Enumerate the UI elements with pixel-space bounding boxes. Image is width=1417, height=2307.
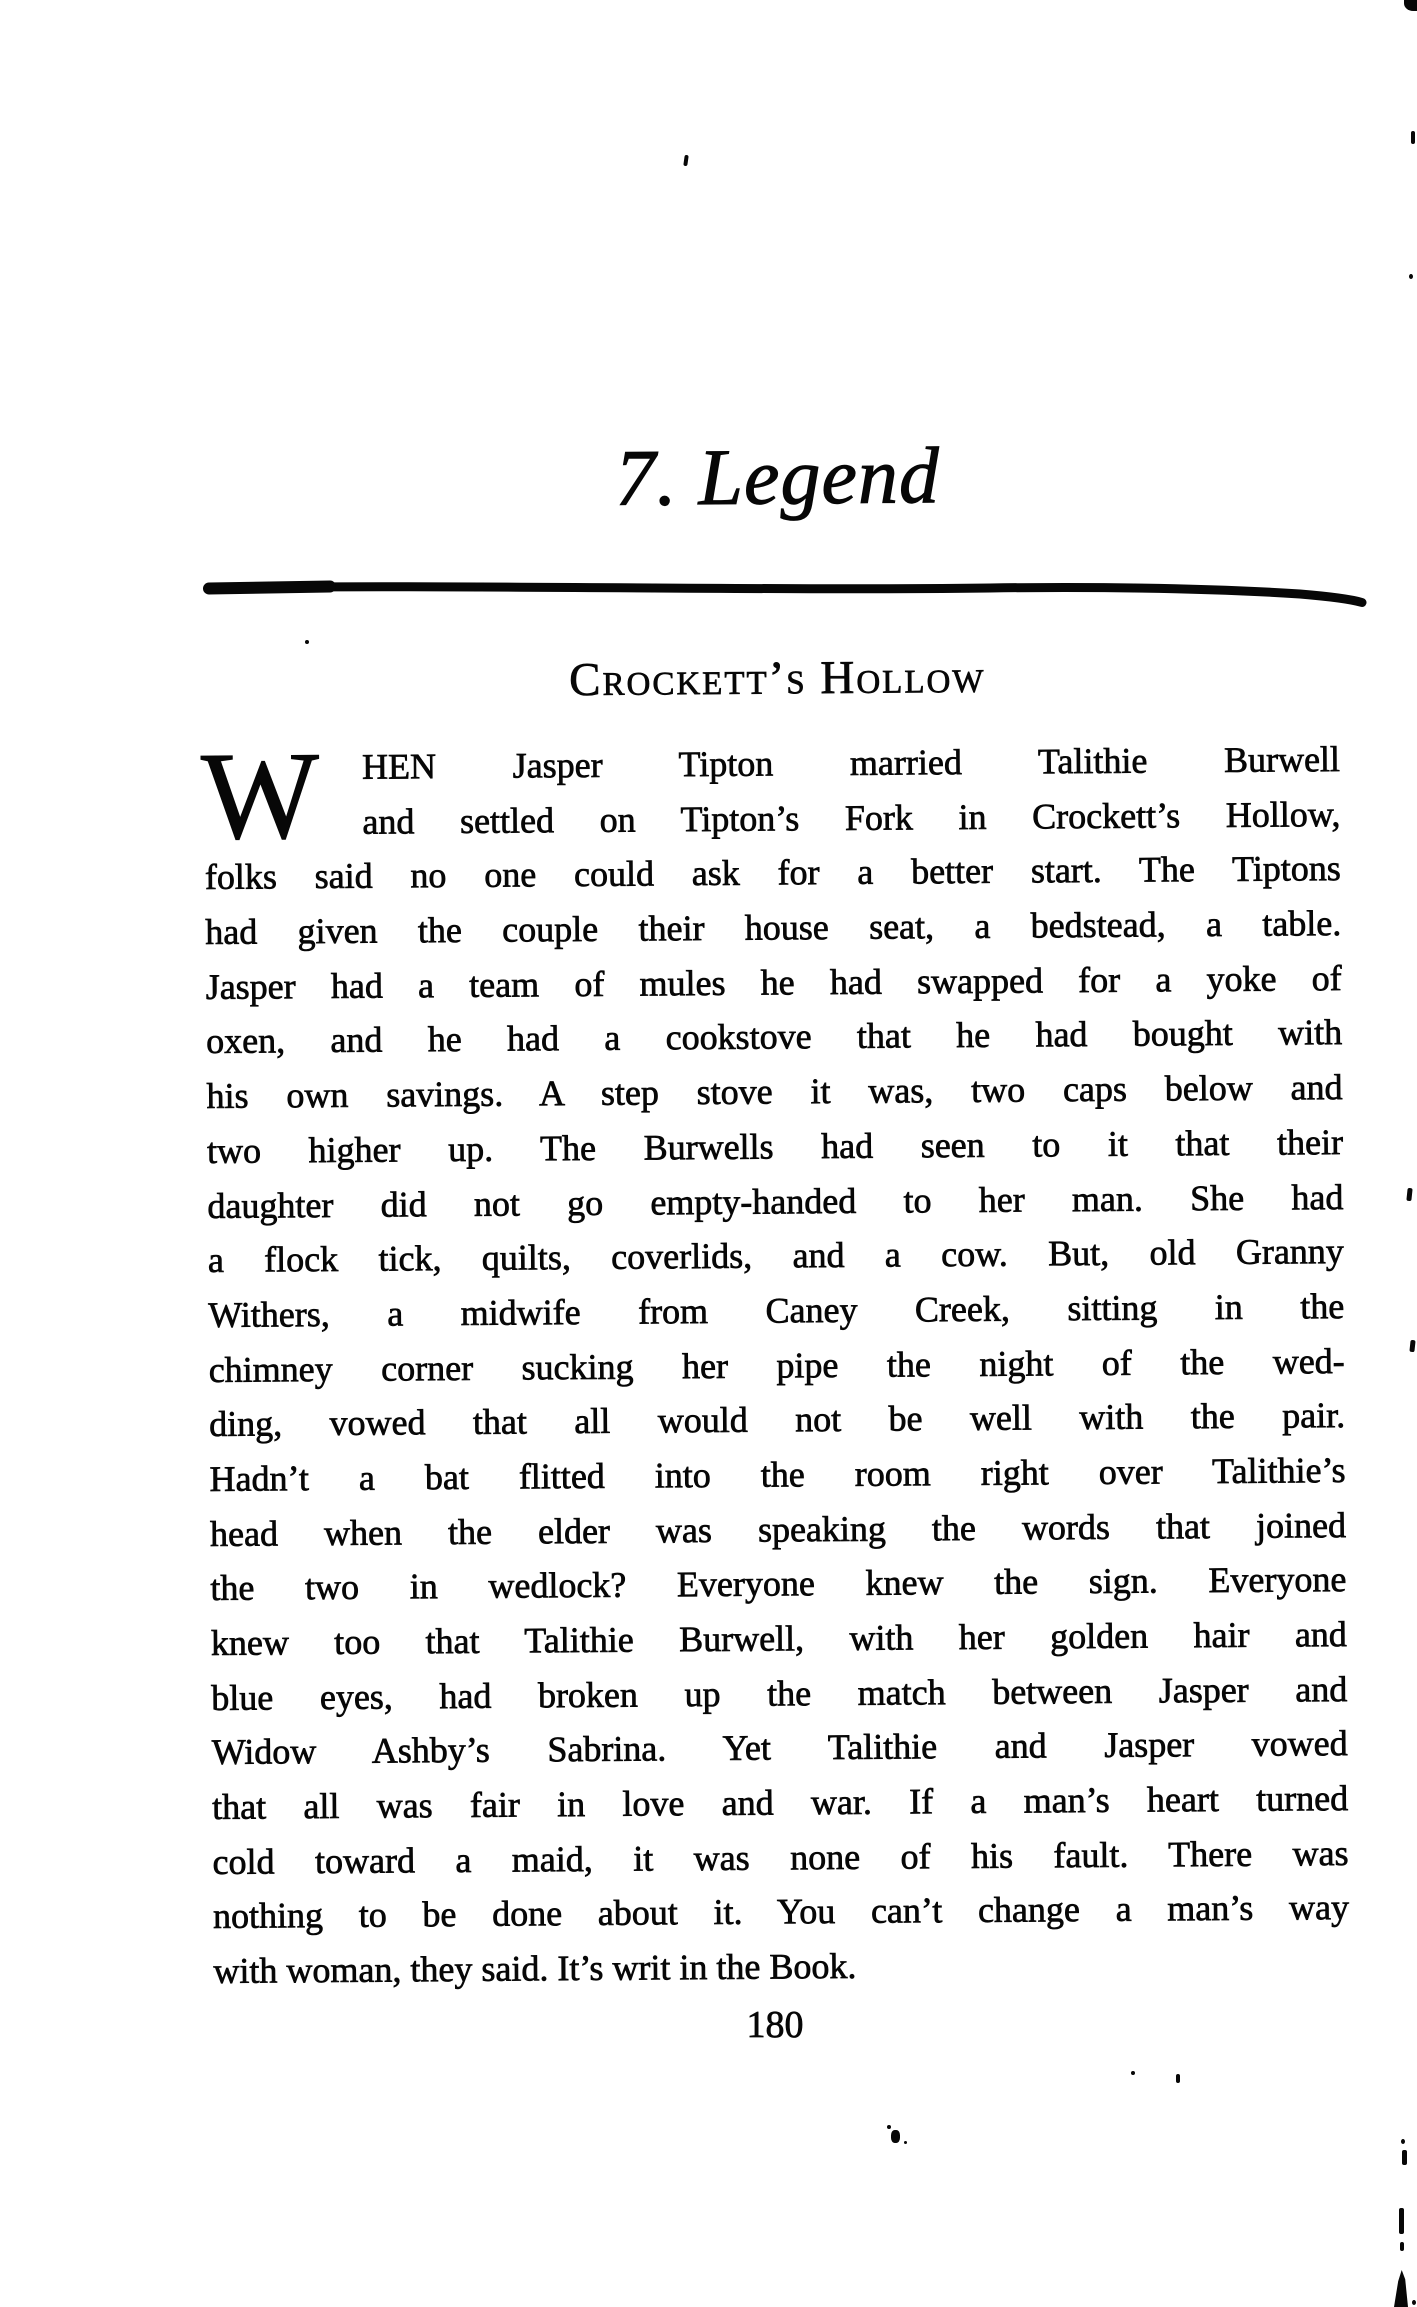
- body-line: HEN Jasper Tipton married Talithie Burwell: [361, 739, 1341, 787]
- scan-speck: [1176, 2074, 1180, 2083]
- body-line: oxen, and he had a cookstove that he had bought with: [205, 1012, 1343, 1062]
- body-line: and settled on Tipton’s Fork in Crockett’s Hollow,: [362, 793, 1341, 842]
- body-line: with woman, they said. It’s writ in the Book.: [213, 1946, 857, 1992]
- scan-speck: [904, 2141, 907, 2144]
- body-line: chimney corner sucking her pipe the night of the wed-: [208, 1340, 1345, 1390]
- body-line: ding, vowed that all would not be well with the pair.: [208, 1395, 1346, 1445]
- body-line: two higher up. The Burwells had seen to it that their: [206, 1121, 1344, 1171]
- page-content: [198, 0, 1352, 2307]
- scan-speck: [1402, 2150, 1407, 2165]
- drop-cap: W: [200, 727, 320, 867]
- body-line: had given the couple their house seat, a bedstead, a table.: [205, 903, 1342, 953]
- body-line: daughter did not go empty-handed to her man. She had: [207, 1176, 1344, 1226]
- scan-speck: [1412, 2300, 1416, 2305]
- scan-speck: [1400, 2242, 1404, 2251]
- page-number: 180: [746, 2004, 804, 2046]
- body-line: his own savings. A step stove it was, two caps below and: [206, 1067, 1343, 1117]
- paragraph: [200, 727, 1350, 1999]
- scan-speck: [1409, 274, 1413, 279]
- chapter-title: 7. Legend: [615, 432, 941, 523]
- body-line: that all was fair in love and war. If a man’s heart turned: [212, 1778, 1349, 1828]
- scan-speck: [1411, 131, 1415, 144]
- scan-speck: [891, 2130, 900, 2143]
- scan-speck: [1401, 2139, 1405, 2144]
- body-line: the two in wedlock? Everyone knew the sign. Everyone: [210, 1559, 1347, 1609]
- scan-speck: [305, 640, 309, 644]
- section-heading: Crockett’s Hollow: [568, 650, 986, 707]
- scan-speck: [1406, 1188, 1412, 1201]
- scan-speck: [1409, 1340, 1415, 1352]
- body-line: cold toward a maid, it was none of his fault. There was: [212, 1832, 1349, 1882]
- body-line: head when the elder was speaking the words that joined: [209, 1504, 1347, 1554]
- body-line: knew too that Talithie Burwell, with her golden hair and: [210, 1614, 1347, 1663]
- body-line: Jasper had a team of mules he had swapped for a yoke of: [205, 957, 1342, 1007]
- scan-speck: [1394, 2270, 1408, 2307]
- scan-speck: [1404, 0, 1417, 11]
- body-line: Hadn’t a bat flitted into the room right over Talithie’s: [209, 1450, 1346, 1499]
- body-line: a flock tick, quilts, coverlids, and a cow. But, old Granny: [207, 1231, 1344, 1281]
- scan-speck: [1399, 2208, 1404, 2234]
- scan-speck: [1131, 2071, 1135, 2075]
- body-line: folks said no one could ask for a better start. The Tiptons: [204, 848, 1341, 898]
- scan-speck: [887, 2125, 891, 2129]
- body-line: blue eyes, had broken up the match between Jasper and: [211, 1668, 1348, 1718]
- body-line: nothing to be done about it. You can’t change a man’s way: [212, 1887, 1350, 1937]
- body-line: Withers, a midwife from Caney Creek, sitting in the: [208, 1285, 1345, 1335]
- body-line: Widow Ashby’s Sabrina. Yet Talithie and Jasper vowed: [211, 1723, 1348, 1773]
